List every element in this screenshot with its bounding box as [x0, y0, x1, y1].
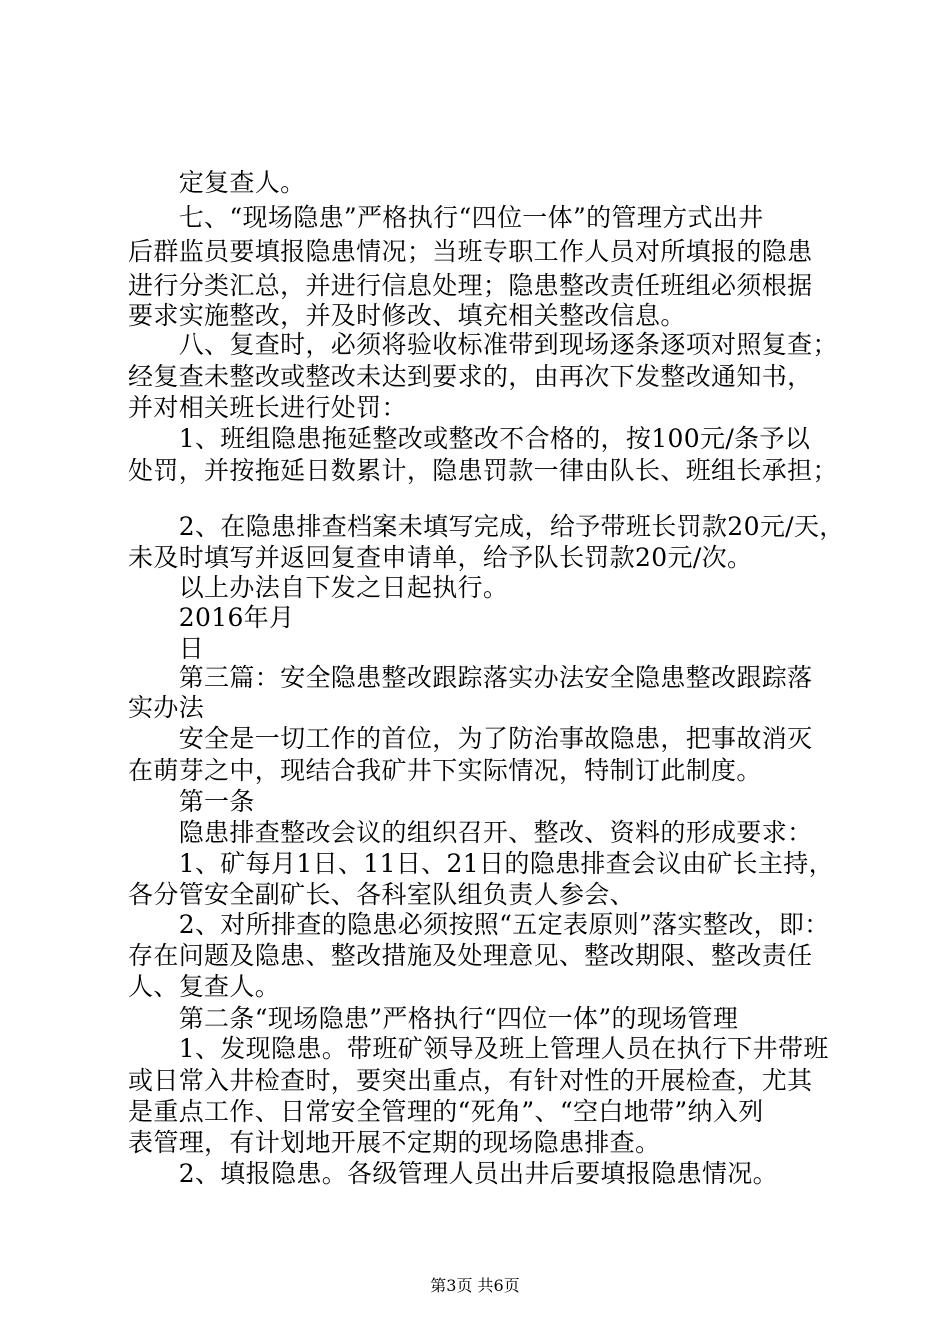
text-line: 第三篇：安全隐患整改跟踪落实办法安全隐患整改跟踪落 [128, 663, 813, 692]
text-line: 2、在隐患排查档案未填写完成，给予带班长罚款20元/天， [128, 512, 845, 541]
text-line: 七、“现场隐患”严格执行“四位一体”的管理方式出井 [128, 203, 764, 232]
text-line: 表管理，有计划地开展不定期的现场隐患排查。 [128, 1128, 661, 1157]
text-line: 存在问题及隐患、整改措施及处理意见、整改期限、整改责任 [128, 941, 813, 970]
text-line: 各分管安全副矿长、各科室队组负责人参会、 [128, 880, 636, 909]
text-line: 人、复查人。 [128, 972, 281, 1001]
text-line: 实办法 [128, 693, 205, 722]
text-line: 2、填报隐患。各级管理人员出井后要填报隐患情况。 [128, 1159, 779, 1188]
text-line: 2、对所排查的隐患必须按照“五定表原则”落实整改，即： [128, 910, 830, 939]
text-line: 安全是一切工作的首位，为了防治事故隐患，把事故消灭 [128, 724, 813, 753]
page-number-footer: 第3页 共6页 [430, 1276, 520, 1295]
text-line: 第二条“现场隐患”严格执行“四位一体”的现场管理 [128, 1004, 739, 1033]
text-line: 定复查人。 [128, 168, 306, 197]
text-line: 进行分类汇总，并进行信息处理；隐患整改责任班组必须根据 [128, 271, 813, 300]
text-line: 后群监员要填报隐患情况；当班专职工作人员对所填报的隐患 [128, 237, 813, 266]
text-line: 经复查未整改或整改未达到要求的，由再次下发整改通知书， [128, 362, 813, 391]
text-line: 第一条 [128, 787, 255, 816]
text-line: 在萌芽之中，现结合我矿井下实际情况，特制订此制度。 [128, 756, 762, 785]
text-line: 日 [128, 634, 205, 663]
text-line: 并对相关班长进行处罚： [128, 393, 407, 422]
text-line: 以上办法自下发之日起执行。 [128, 573, 509, 602]
text-line: 1、班组隐患拖延整改或整改不合格的，按100元/条予以 [128, 424, 811, 453]
text-line: 未及时填写并返回复查申请单，给予队长罚款20元/次。 [128, 543, 753, 572]
text-line: 处罚，并按拖延日数累计，隐患罚款一律由队长、班组长承担； [128, 456, 838, 485]
text-line: 1、矿每月1日、11日、21日的隐患排查会议由矿长主持， [128, 849, 834, 878]
text-line: 隐患排查整改会议的组织召开、整改、资料的形成要求： [128, 818, 813, 847]
text-line: 2016年月 [128, 603, 295, 632]
text-line: 或日常入井检查时，要突出重点，有针对性的开展检查，尤其 [128, 1066, 813, 1095]
text-line: 是重点工作、日常安全管理的“死角”、“空白地带”纳入列 [128, 1097, 764, 1126]
text-line: 1、发现隐患。带班矿领导及班上管理人员在执行下井带班 [128, 1034, 829, 1063]
text-line: 八、复查时，必须将验收标准带到现场逐条逐项对照复查； [128, 330, 838, 359]
text-line: 要求实施整改，并及时修改、填充相关整改信息。 [128, 301, 686, 330]
